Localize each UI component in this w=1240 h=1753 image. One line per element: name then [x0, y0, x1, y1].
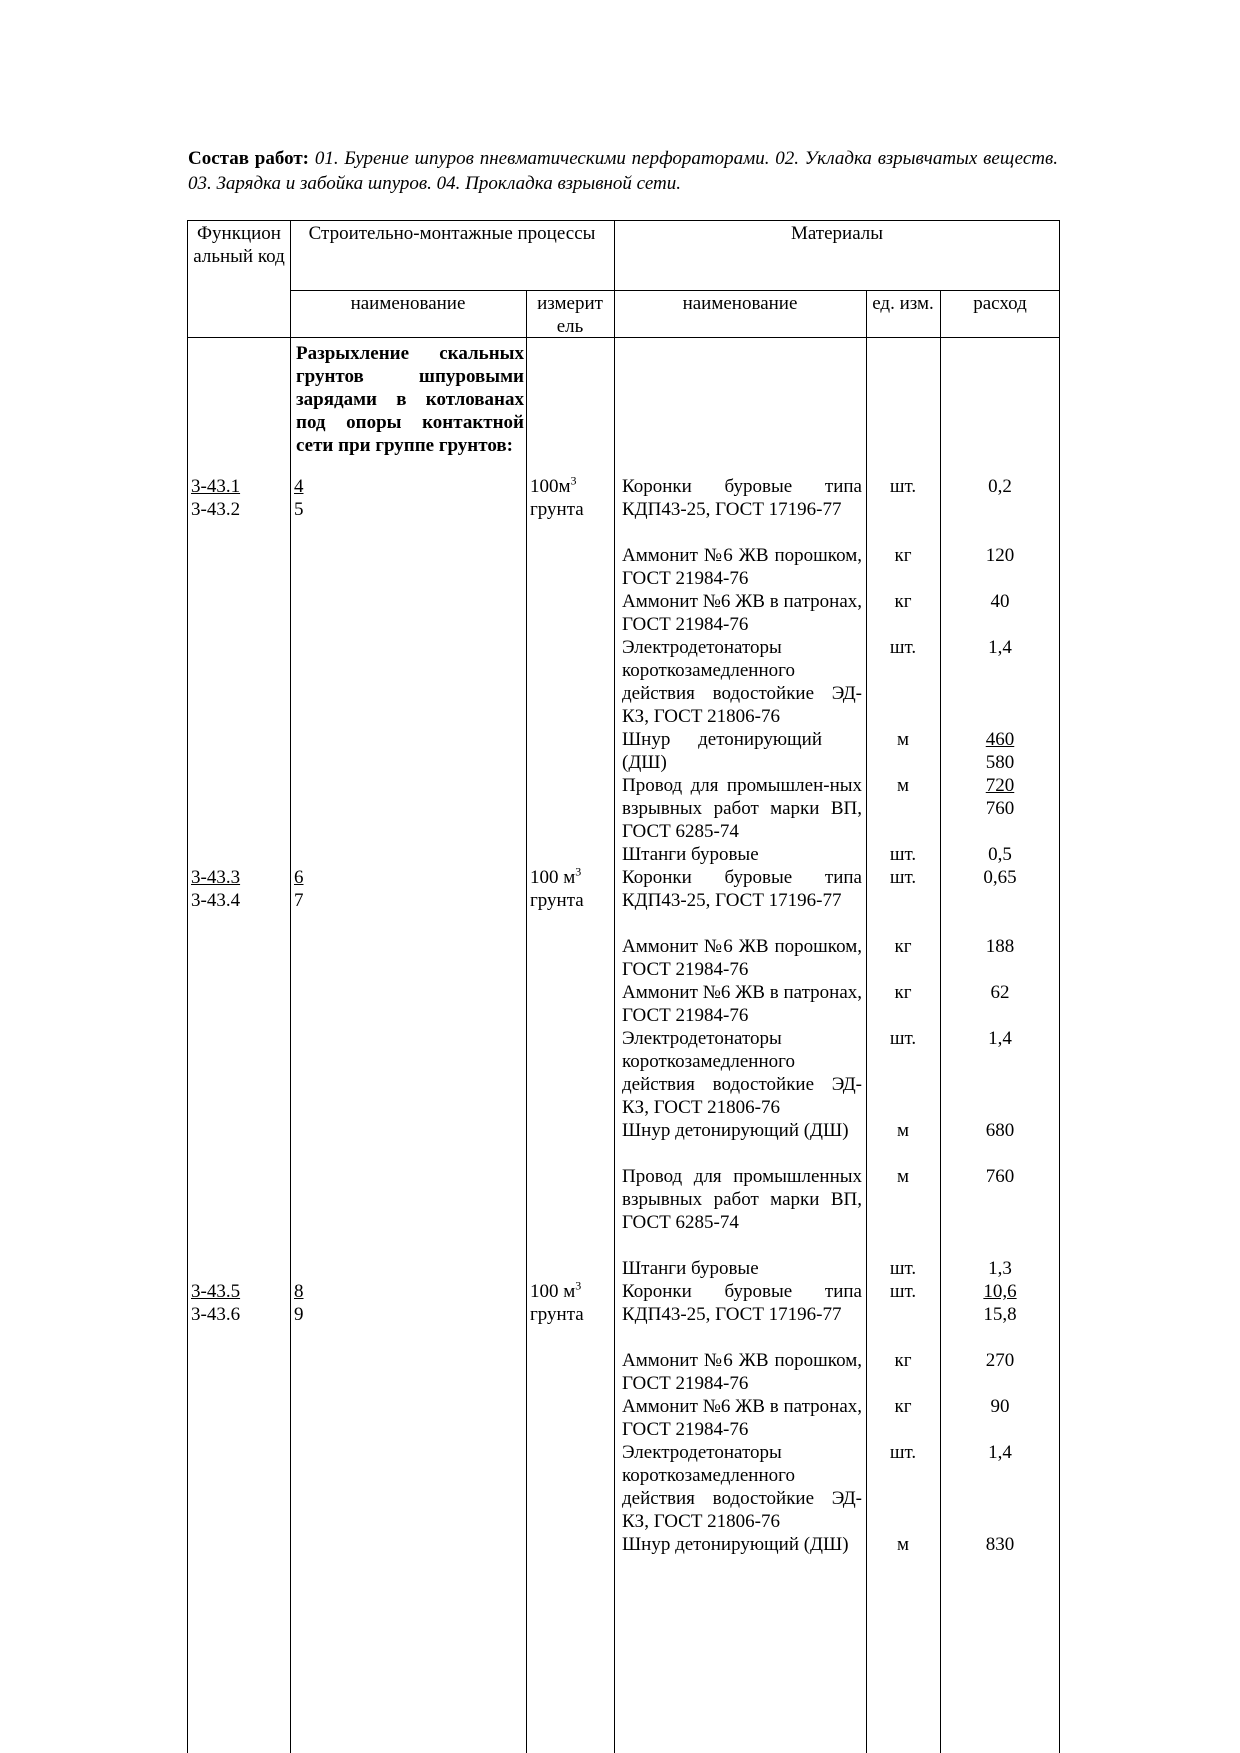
- material-consumption: 120: [985, 545, 1015, 566]
- material-name: Провод для промышленных взрывных работ марки ВП, ГОСТ 6285-74: [622, 1166, 862, 1233]
- header-divider: [290, 290, 1060, 291]
- table-divider: [940, 290, 941, 1753]
- material-consumption: 0,5: [988, 844, 1012, 865]
- table-divider: [526, 290, 527, 1753]
- header-func-code: Функцион альный код: [193, 223, 285, 267]
- material-name: Электродетонаторы короткозамедленного действия водостойкие ЭД-КЗ, ГОСТ 21806-76: [622, 1028, 862, 1118]
- material-unit: кг: [894, 591, 912, 612]
- material-unit: шт.: [889, 1281, 917, 1302]
- material-name: Провод для промышлен-ных взрывных работ марки ВП, ГОСТ 6285-74: [622, 775, 862, 842]
- func-code: 3-43.4: [191, 890, 241, 911]
- table-divider: [290, 220, 291, 1753]
- material-unit: шт.: [889, 1442, 917, 1463]
- soil-group: 4: [294, 476, 304, 497]
- material-name: Шнур детонирующий (ДШ): [622, 1534, 849, 1555]
- material-consumption: 680: [985, 1120, 1015, 1141]
- material-name: Аммонит №6 ЖВ в патронах, ГОСТ 21984-76: [622, 1396, 862, 1440]
- material-name: Аммонит №6 ЖВ в патронах, ГОСТ 21984-76: [622, 591, 862, 635]
- material-name: Коронки буровые типа КДП43-25, ГОСТ 17196-77: [622, 867, 862, 911]
- material-unit: м: [896, 1166, 910, 1187]
- material-name: Аммонит №6 ЖВ порошком, ГОСТ 21984-76: [622, 1350, 862, 1394]
- meter-unit: грунта: [530, 499, 584, 520]
- meter-unit: грунта: [530, 1304, 584, 1325]
- section-heading: Разрыхление скальных грунтов шпуровыми зарядами в котлованах под опоры контактной сети при группе грунтов:: [296, 343, 524, 456]
- header-meter: измерит ель: [537, 293, 603, 337]
- header-process-name: наименование: [350, 293, 466, 314]
- material-name: Аммонит №6 ЖВ порошком, ГОСТ 21984-76: [622, 545, 862, 589]
- material-unit: м: [896, 729, 910, 750]
- table-divider: [614, 220, 615, 1753]
- material-consumption: 0,65: [983, 867, 1017, 888]
- table-border-left: [187, 220, 188, 1753]
- meter-unit: 100 $м^3$: [530, 1278, 582, 1302]
- header-material-name: наименование: [682, 293, 798, 314]
- material-name: Коронки буровые типа КДП43-25, ГОСТ 17196-77: [622, 476, 862, 520]
- material-consumption: 760: [985, 798, 1015, 819]
- func-code: 3-43.1: [191, 476, 241, 497]
- meter-unit: грунта: [530, 890, 584, 911]
- material-unit: кг: [894, 1350, 912, 1371]
- material-unit: кг: [894, 545, 912, 566]
- material-name: Штанги буровые: [622, 1258, 759, 1279]
- material-consumption: 720: [985, 775, 1015, 796]
- func-code: 3-43.6: [191, 1304, 241, 1325]
- material-consumption: 1,3: [988, 1258, 1012, 1279]
- material-consumption: 1,4: [988, 1442, 1012, 1463]
- material-consumption: 1,4: [988, 1028, 1012, 1049]
- material-unit: шт.: [889, 844, 917, 865]
- meter-unit: 100 $м^3$: [530, 864, 582, 888]
- material-unit: шт.: [889, 1028, 917, 1049]
- work-composition-label: Состав работ:: [188, 148, 310, 169]
- soil-group: 5: [294, 499, 304, 520]
- material-consumption: 40: [990, 591, 1010, 612]
- table-border-right: [1059, 220, 1060, 1753]
- material-consumption: 90: [990, 1396, 1010, 1417]
- soil-group: 9: [294, 1304, 304, 1325]
- material-name: Электродетонаторы короткозамедленного действия водостойкие ЭД-КЗ, ГОСТ 21806-76: [622, 1442, 862, 1532]
- material-name: Электродетонаторы короткозамедленного действия водостойкие ЭД-КЗ, ГОСТ 21806-76: [622, 637, 862, 727]
- material-consumption: 188: [985, 936, 1015, 957]
- material-consumption: 830: [985, 1534, 1015, 1555]
- table-border-top: [187, 220, 1060, 221]
- header-bottom-border: [187, 337, 1060, 338]
- material-consumption: 0,2: [988, 476, 1012, 497]
- material-unit: шт.: [889, 867, 917, 888]
- material-name: Аммонит №6 ЖВ порошком, ГОСТ 21984-76: [622, 936, 862, 980]
- header-consumption: расход: [973, 293, 1027, 314]
- material-name: Шнур детонирующий (ДШ): [622, 1120, 849, 1141]
- work-composition-text: 01. Бурение шпуров пневматическими перфораторами. 02. Укладка взрывчатых веществ. 03. Зарядка и забойка шпуров. 04. Прокладка взрывной сети.: [188, 148, 1058, 194]
- header-processes: Строительно-монтажные процессы: [308, 223, 596, 244]
- func-code: 3-43.5: [191, 1281, 241, 1302]
- material-consumption: 270: [985, 1350, 1015, 1371]
- soil-group: 6: [294, 867, 304, 888]
- material-consumption: 460: [985, 729, 1015, 750]
- material-unit: м: [896, 1120, 910, 1141]
- header-unit: ед. изм.: [872, 293, 934, 314]
- material-name: Аммонит №6 ЖВ в патронах, ГОСТ 21984-76: [622, 982, 862, 1026]
- soil-group: 8: [294, 1281, 304, 1302]
- material-unit: м: [896, 1534, 910, 1555]
- meter-unit: $100м^3$: [530, 473, 577, 497]
- material-consumption: 15,8: [983, 1304, 1017, 1325]
- func-code: 3-43.2: [191, 499, 241, 520]
- material-consumption: 62: [990, 982, 1010, 1003]
- material-name: Шнур детонирующий (ДШ): [622, 729, 822, 773]
- material-name: Коронки буровые типа КДП43-25, ГОСТ 17196-77: [622, 1281, 862, 1325]
- material-unit: кг: [894, 1396, 912, 1417]
- material-unit: м: [896, 775, 910, 796]
- material-name: Штанги буровые: [622, 844, 759, 865]
- material-unit: кг: [894, 982, 912, 1003]
- material-unit: шт.: [889, 476, 917, 497]
- table-divider: [866, 290, 867, 1753]
- material-consumption: 10,6: [983, 1281, 1017, 1302]
- material-consumption: 760: [985, 1166, 1015, 1187]
- material-unit: кг: [894, 936, 912, 957]
- material-unit: шт.: [889, 1258, 917, 1279]
- header-materials: Материалы: [790, 223, 884, 244]
- soil-group: 7: [294, 890, 304, 911]
- material-unit: шт.: [889, 637, 917, 658]
- material-consumption: 1,4: [988, 637, 1012, 658]
- material-consumption: 580: [985, 752, 1015, 773]
- func-code: 3-43.3: [191, 867, 241, 888]
